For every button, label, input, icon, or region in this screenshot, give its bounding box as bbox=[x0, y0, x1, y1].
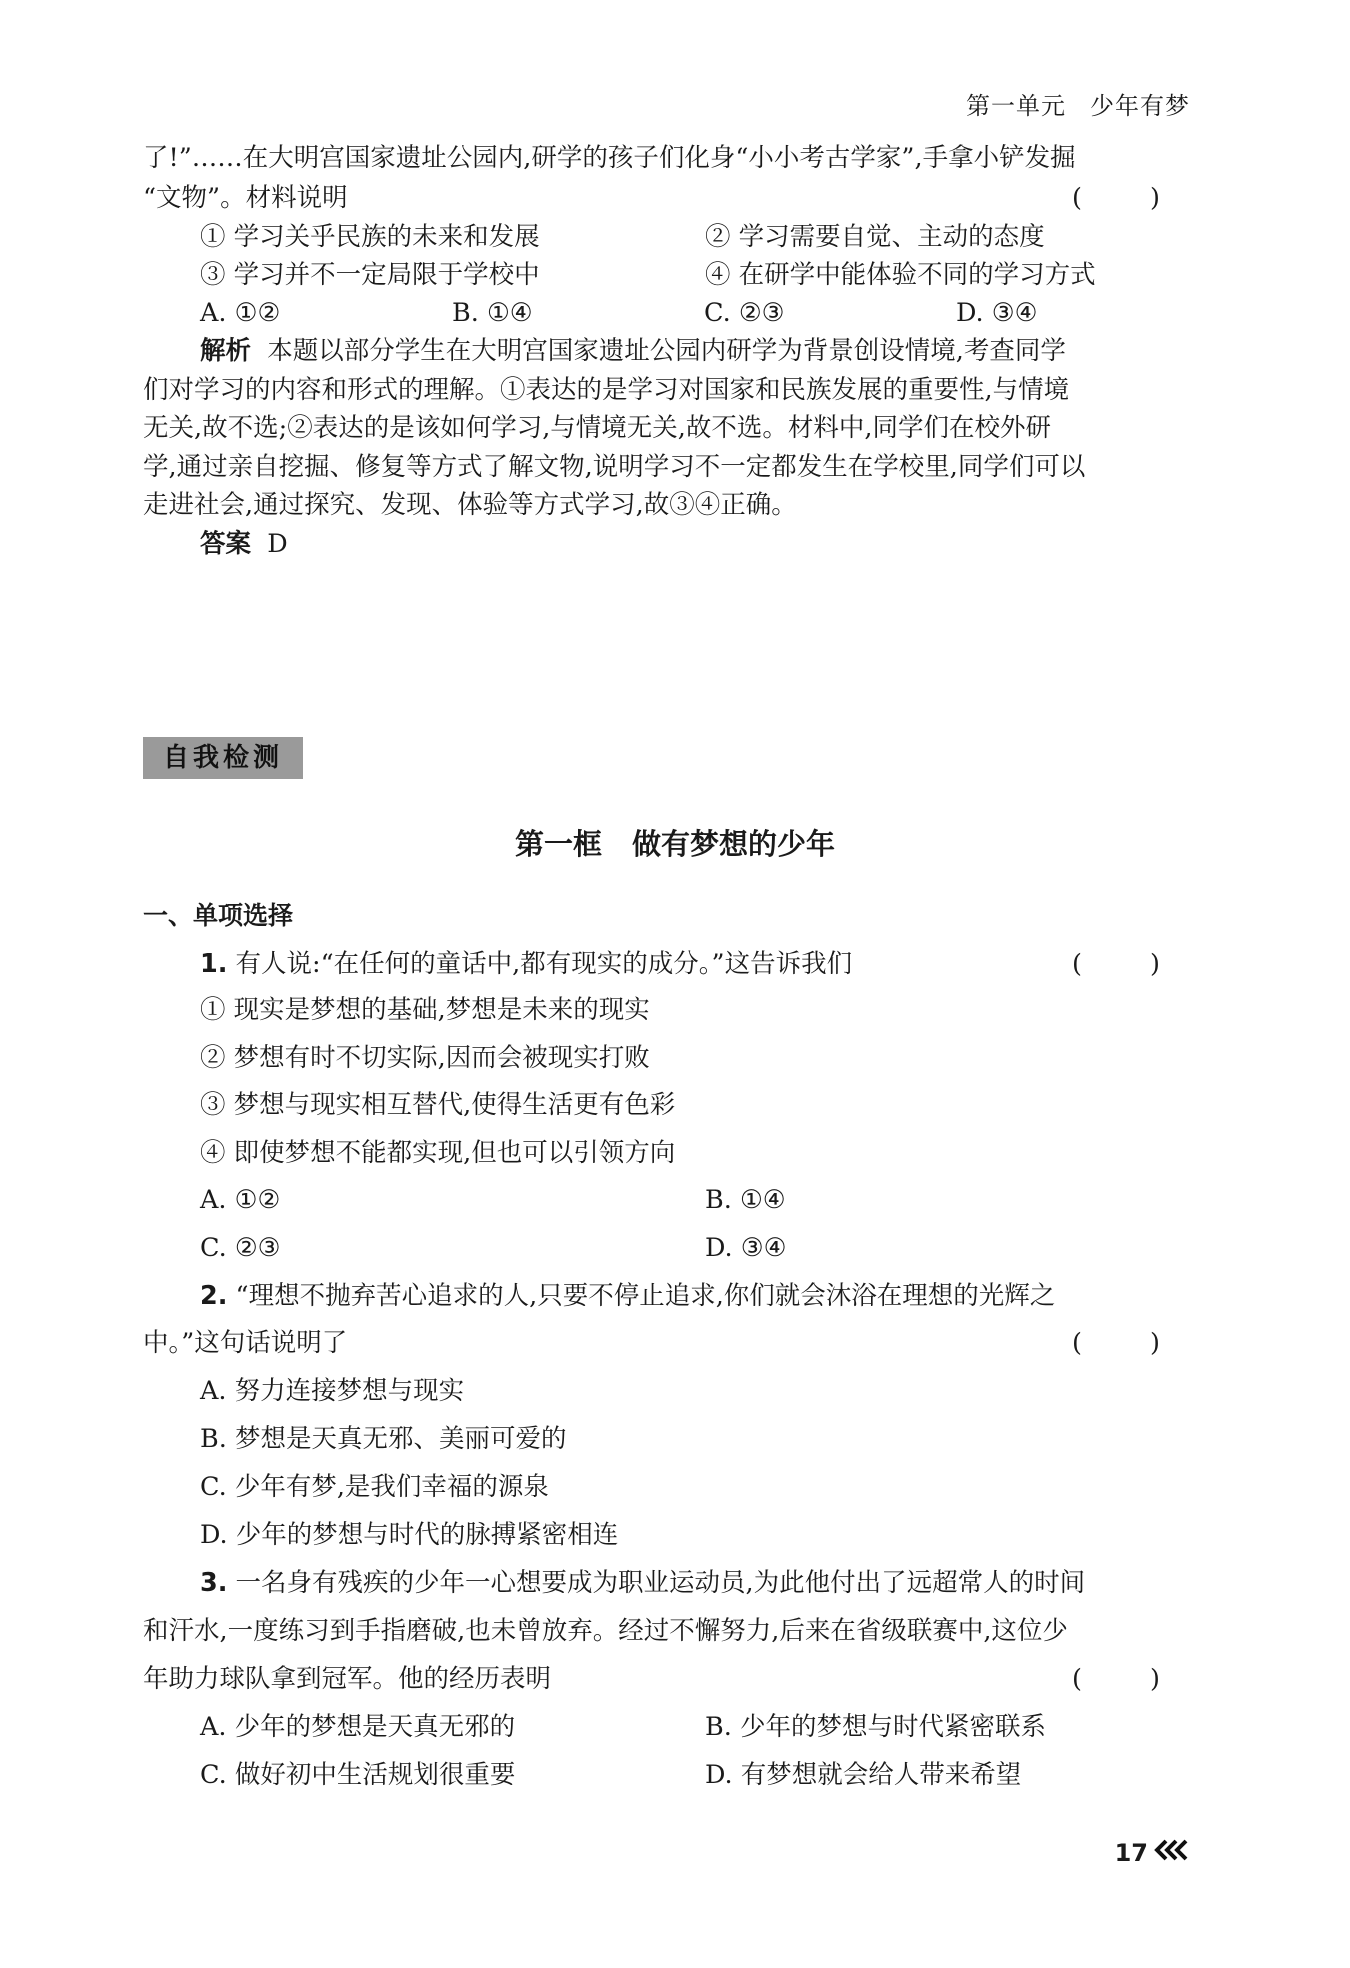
option-a: A. 努力连接梦想与现实 bbox=[200, 1376, 465, 1406]
option-c: C. ②③ bbox=[704, 298, 785, 328]
analysis-line: 走进社会,通过探究、发现、体验等方式学习,故③④正确。 bbox=[143, 490, 797, 520]
option-c: C. ②③ bbox=[200, 1233, 281, 1263]
list-item: ④ 在研学中能体验不同的学习方式 bbox=[705, 260, 1096, 290]
analysis-line: 无关,故不选;②表达的是该如何学习,与情境无关,故不选。材料中,同学们在校外研 bbox=[143, 413, 1052, 443]
option-a: A. 少年的梦想是天真无邪的 bbox=[200, 1712, 516, 1742]
option-b: B. 梦想是天真无邪、美丽可爱的 bbox=[200, 1424, 567, 1454]
answer-bracket: ( ) bbox=[1071, 183, 1190, 213]
option-c: C. 做好初中生活规划很重要 bbox=[200, 1760, 516, 1790]
option-b: B. ①④ bbox=[452, 298, 533, 328]
analysis-label: 解析 bbox=[200, 336, 252, 366]
answer-line bbox=[200, 520, 1190, 568]
question-text: 年助力球队拿到冠军。他的经历表明 bbox=[143, 1664, 552, 1694]
lesson-title bbox=[0, 818, 1350, 870]
question-text: 一名身有残疾的少年一心想要成为职业运动员,为此他付出了远超常人的时间 bbox=[235, 1568, 1086, 1598]
option-a: A. ①② bbox=[200, 1185, 281, 1215]
question-2-stem-line bbox=[143, 1319, 1190, 1367]
lesson-title-part2: 做有梦想的少年 bbox=[632, 827, 836, 861]
section-title: 一、单项选择 bbox=[143, 901, 294, 930]
answer-bracket: ( ) bbox=[1071, 949, 1190, 979]
unit-title: 少年有梦 bbox=[1090, 92, 1190, 120]
option-d: D. ③④ bbox=[956, 298, 1038, 328]
page-number bbox=[1115, 1836, 1190, 1870]
question-number: 3. bbox=[200, 1568, 228, 1598]
question-text: “理想不抛弃苦心追求的人,只要不停止追求,你们就会沐浴在理想的光辉之 bbox=[235, 1281, 1056, 1311]
question-3-stem-line: 和汗水,一度练习到手指磨破,也未曾放弃。经过不懈努力,后来在省级联赛中,这位少 bbox=[143, 1616, 1068, 1646]
analysis-line: 学,通过亲自挖掘、修复等方式了解文物,说明学习不一定都发生在学校里,同学们可以 bbox=[143, 452, 1086, 482]
option-a: A. ①② bbox=[200, 298, 281, 328]
question-number: 2. bbox=[200, 1281, 228, 1311]
list-item: ④ 即使梦想不能都实现,但也可以引领方向 bbox=[200, 1138, 676, 1168]
list-item: ② 学习需要自觉、主动的态度 bbox=[705, 222, 1045, 252]
page-header bbox=[966, 86, 1190, 121]
page-number-text: 17 bbox=[1114, 1839, 1148, 1867]
list-item: ① 现实是梦想的基础,梦想是未来的现实 bbox=[200, 995, 650, 1025]
double-chevron-left-icon bbox=[1154, 1836, 1190, 1870]
answer-bracket: ( ) bbox=[1071, 1664, 1190, 1694]
question-number: 1. bbox=[200, 949, 228, 979]
answer-bracket: ( ) bbox=[1071, 1328, 1190, 1358]
option-b: B. 少年的梦想与时代紧密联系 bbox=[705, 1712, 1046, 1742]
answer-label: 答案 bbox=[200, 529, 252, 559]
question-2-stem bbox=[200, 1272, 1190, 1320]
example-stem-text: “文物”。材料说明 bbox=[143, 183, 348, 213]
analysis-line: 们对学习的内容和形式的理解。①表达的是学习对国家和民族发展的重要性,与情境 bbox=[143, 375, 1070, 405]
option-d: D. 有梦想就会给人带来希望 bbox=[705, 1760, 1022, 1790]
unit-label: 第一单元 bbox=[966, 92, 1066, 120]
example-stem-line: 了!”……在大明宫国家遗址公园内,研学的孩子们化身“小小考古学家”,手拿小铲发掘 bbox=[143, 143, 1076, 173]
analysis-text: 本题以部分学生在大明宫国家遗址公园内研学为背景创设情境,考查同学 bbox=[267, 336, 1066, 366]
list-item: ① 学习关乎民族的未来和发展 bbox=[200, 222, 540, 252]
question-text: 中。”这句话说明了 bbox=[143, 1328, 348, 1358]
answer-value: D bbox=[267, 529, 288, 559]
question-text: 有人说:“在任何的童话中,都有现实的成分。”这告诉我们 bbox=[235, 949, 853, 979]
lesson-title-part1: 第一框 bbox=[514, 827, 602, 861]
list-item: ② 梦想有时不切实际,因而会被现实打败 bbox=[200, 1043, 650, 1073]
self-check-badge: 自我检测 bbox=[143, 737, 303, 779]
option-d: D. ③④ bbox=[705, 1233, 787, 1263]
question-3-stem-line bbox=[143, 1655, 1190, 1703]
option-b: B. ①④ bbox=[705, 1185, 786, 1215]
options-row bbox=[200, 1703, 1190, 1751]
option-c: C. 少年有梦,是我们幸福的源泉 bbox=[200, 1472, 549, 1502]
question-1-stem bbox=[200, 940, 1190, 988]
option-d: D. 少年的梦想与时代的脉搏紧密相连 bbox=[200, 1520, 619, 1550]
options-row bbox=[200, 1751, 1190, 1799]
list-item: ③ 梦想与现实相互替代,使得生活更有色彩 bbox=[200, 1090, 676, 1120]
question-3-stem bbox=[200, 1559, 1190, 1607]
options-row bbox=[200, 1224, 1190, 1272]
list-item: ③ 学习并不一定局限于学校中 bbox=[200, 260, 540, 290]
options-row bbox=[200, 1176, 1190, 1224]
